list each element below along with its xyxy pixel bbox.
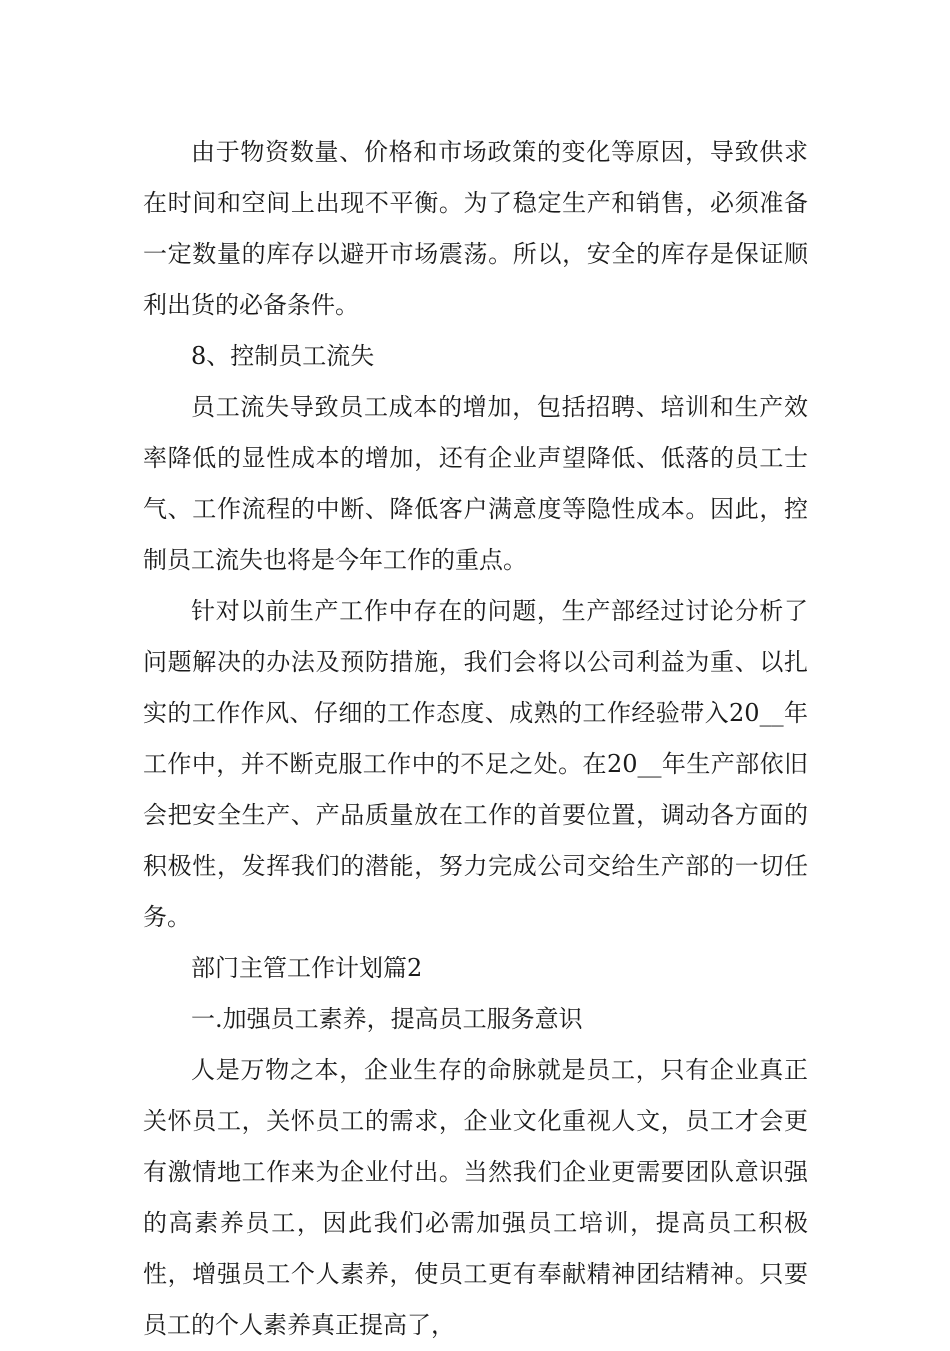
heading-staff-quality: 一.加强员工素养，提高员工服务意识 bbox=[191, 1005, 583, 1033]
document-body bbox=[143, 127, 808, 1351]
section-title-part-2: 部门主管工作计划篇2 bbox=[191, 954, 423, 982]
paragraph-summary: 针对以前生产工作中存在的问题，生产部经过讨论分析了问题解决的办法及预防措施，我们会将以公司利益为重、以扎实的工作作风、仔细的工作态度、成熟的工作经验带入20__年工作中，并不断克服工作中的不足之处。在20__年生产部依旧会把安全生产、产品质量放在工作的首要位置，调动各方面的积极性，发挥我们的潜能，努力完成公司交给生产部的一切任务。 bbox=[143, 597, 808, 931]
paragraph-inventory: 由于物资数量、价格和市场政策的变化等原因，导致供求在时间和空间上出现不平衡。为了稳定生产和销售，必须准备一定数量的库存以避开市场震荡。所以，安全的库存是保证顺利出货的必备条件。 bbox=[143, 138, 808, 319]
heading-control-turnover: 8、控制员工流失 bbox=[191, 342, 375, 370]
paragraph-staff-quality: 人是万物之本，企业生存的命脉就是员工，只有企业真正关怀员工，关怀员工的需求，企业文化重视人文，员工才会更有激情地工作来为企业付出。当然我们企业更需要团队意识强的高素养员工，因此我们必需加强员工培训，提高员工积极性，增强员工个人素养，使员工更有奉献精神团结精神。只要员工的个人素养真正提高了， bbox=[143, 1056, 808, 1339]
paragraph-turnover-cost: 员工流失导致员工成本的增加，包括招聘、培训和生产效率降低的显性成本的增加，还有企业声望降低、低落的员工士气、工作流程的中断、降低客户满意度等隐性成本。因此，控制员工流失也将是今年工作的重点。 bbox=[143, 393, 808, 574]
